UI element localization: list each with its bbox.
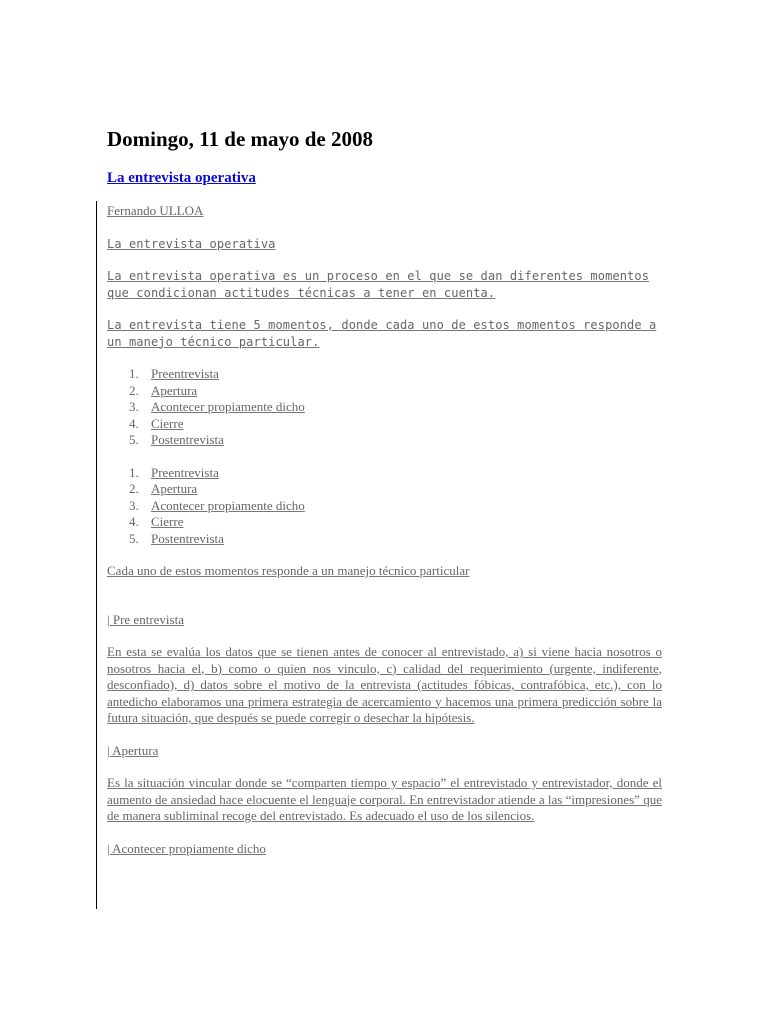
- section-heading-acontecer: | Acontecer propiamente dicho: [107, 840, 266, 856]
- summary-text: Cada uno de estos momentos responde a un manejo técnico particular: [107, 563, 470, 578]
- section-text-apertura: Es la situación vincular donde se “comparten tiempo y espacio” el entrevistado y entrevistador, donde el aumento de ansiedad hace elocuente el lenguaje corporal. En entrevistador atiende a las “impresiones” que de manera subliminal recoge del entrevistado. Es adecuado el uso de los silencios.: [107, 775, 662, 823]
- intro-paragraph-2: La entrevista tiene 5 momentos, donde cada uno de estos momentos responde a un manejo técnico particular.: [107, 318, 657, 349]
- author-name: Fernando ULLOA: [107, 203, 204, 218]
- list-item: 3. Acontecer propiamente dicho: [129, 497, 305, 513]
- list-item: 2. Apertura: [129, 481, 198, 496]
- list-item: 1. Preentrevista: [129, 366, 219, 381]
- post-title-link[interactable]: La entrevista operativa: [107, 170, 256, 186]
- intro-paragraph-1: La entrevista operativa es un proceso en el que se dan diferentes momentos que condicionan actitudes técnicas a tener en cuenta.: [107, 269, 650, 300]
- moments-list-b: [107, 465, 662, 548]
- list-item: 3. Acontecer propiamente dicho: [129, 399, 305, 414]
- quote-border: [96, 201, 97, 909]
- list-item: 2. Apertura: [129, 382, 198, 398]
- section-text-preentrevista: En esta se evalúa los datos que se tienen antes de conocer al entrevistado, a) si viene hacia nosotros o nosotros hacia el, b) como o quien nos vinculo, c) calidad del requerimiento (urgente, indiferente, desconfiado), d) datos sobre el motivo de la entrevista (actitudes fóbicas, contrafóbica, etc.), con lo antedicho elaboramos una primera estrategia de acercamiento y hacemos una primera predicción sobre la futura situación, que después se puede corregir o desechar la hipótesis.: [107, 644, 662, 725]
- date-heading: Domingo, 11 de mayo de 2008: [107, 127, 374, 151]
- section-heading-apertura: | Apertura: [107, 742, 159, 758]
- subtitle: La entrevista operativa: [107, 236, 276, 251]
- list-item: 4. Cierre: [129, 514, 184, 529]
- list-item: 1. Preentrevista: [129, 464, 219, 480]
- list-item: 4. Cierre: [129, 415, 184, 431]
- list-item: 5. Postentrevista: [129, 432, 224, 447]
- list-item: 5. Postentrevista: [129, 530, 224, 546]
- post-body: [107, 203, 662, 857]
- moments-list-a: [107, 366, 662, 449]
- section-heading-preentrevista: | Pre entrevista: [107, 611, 184, 627]
